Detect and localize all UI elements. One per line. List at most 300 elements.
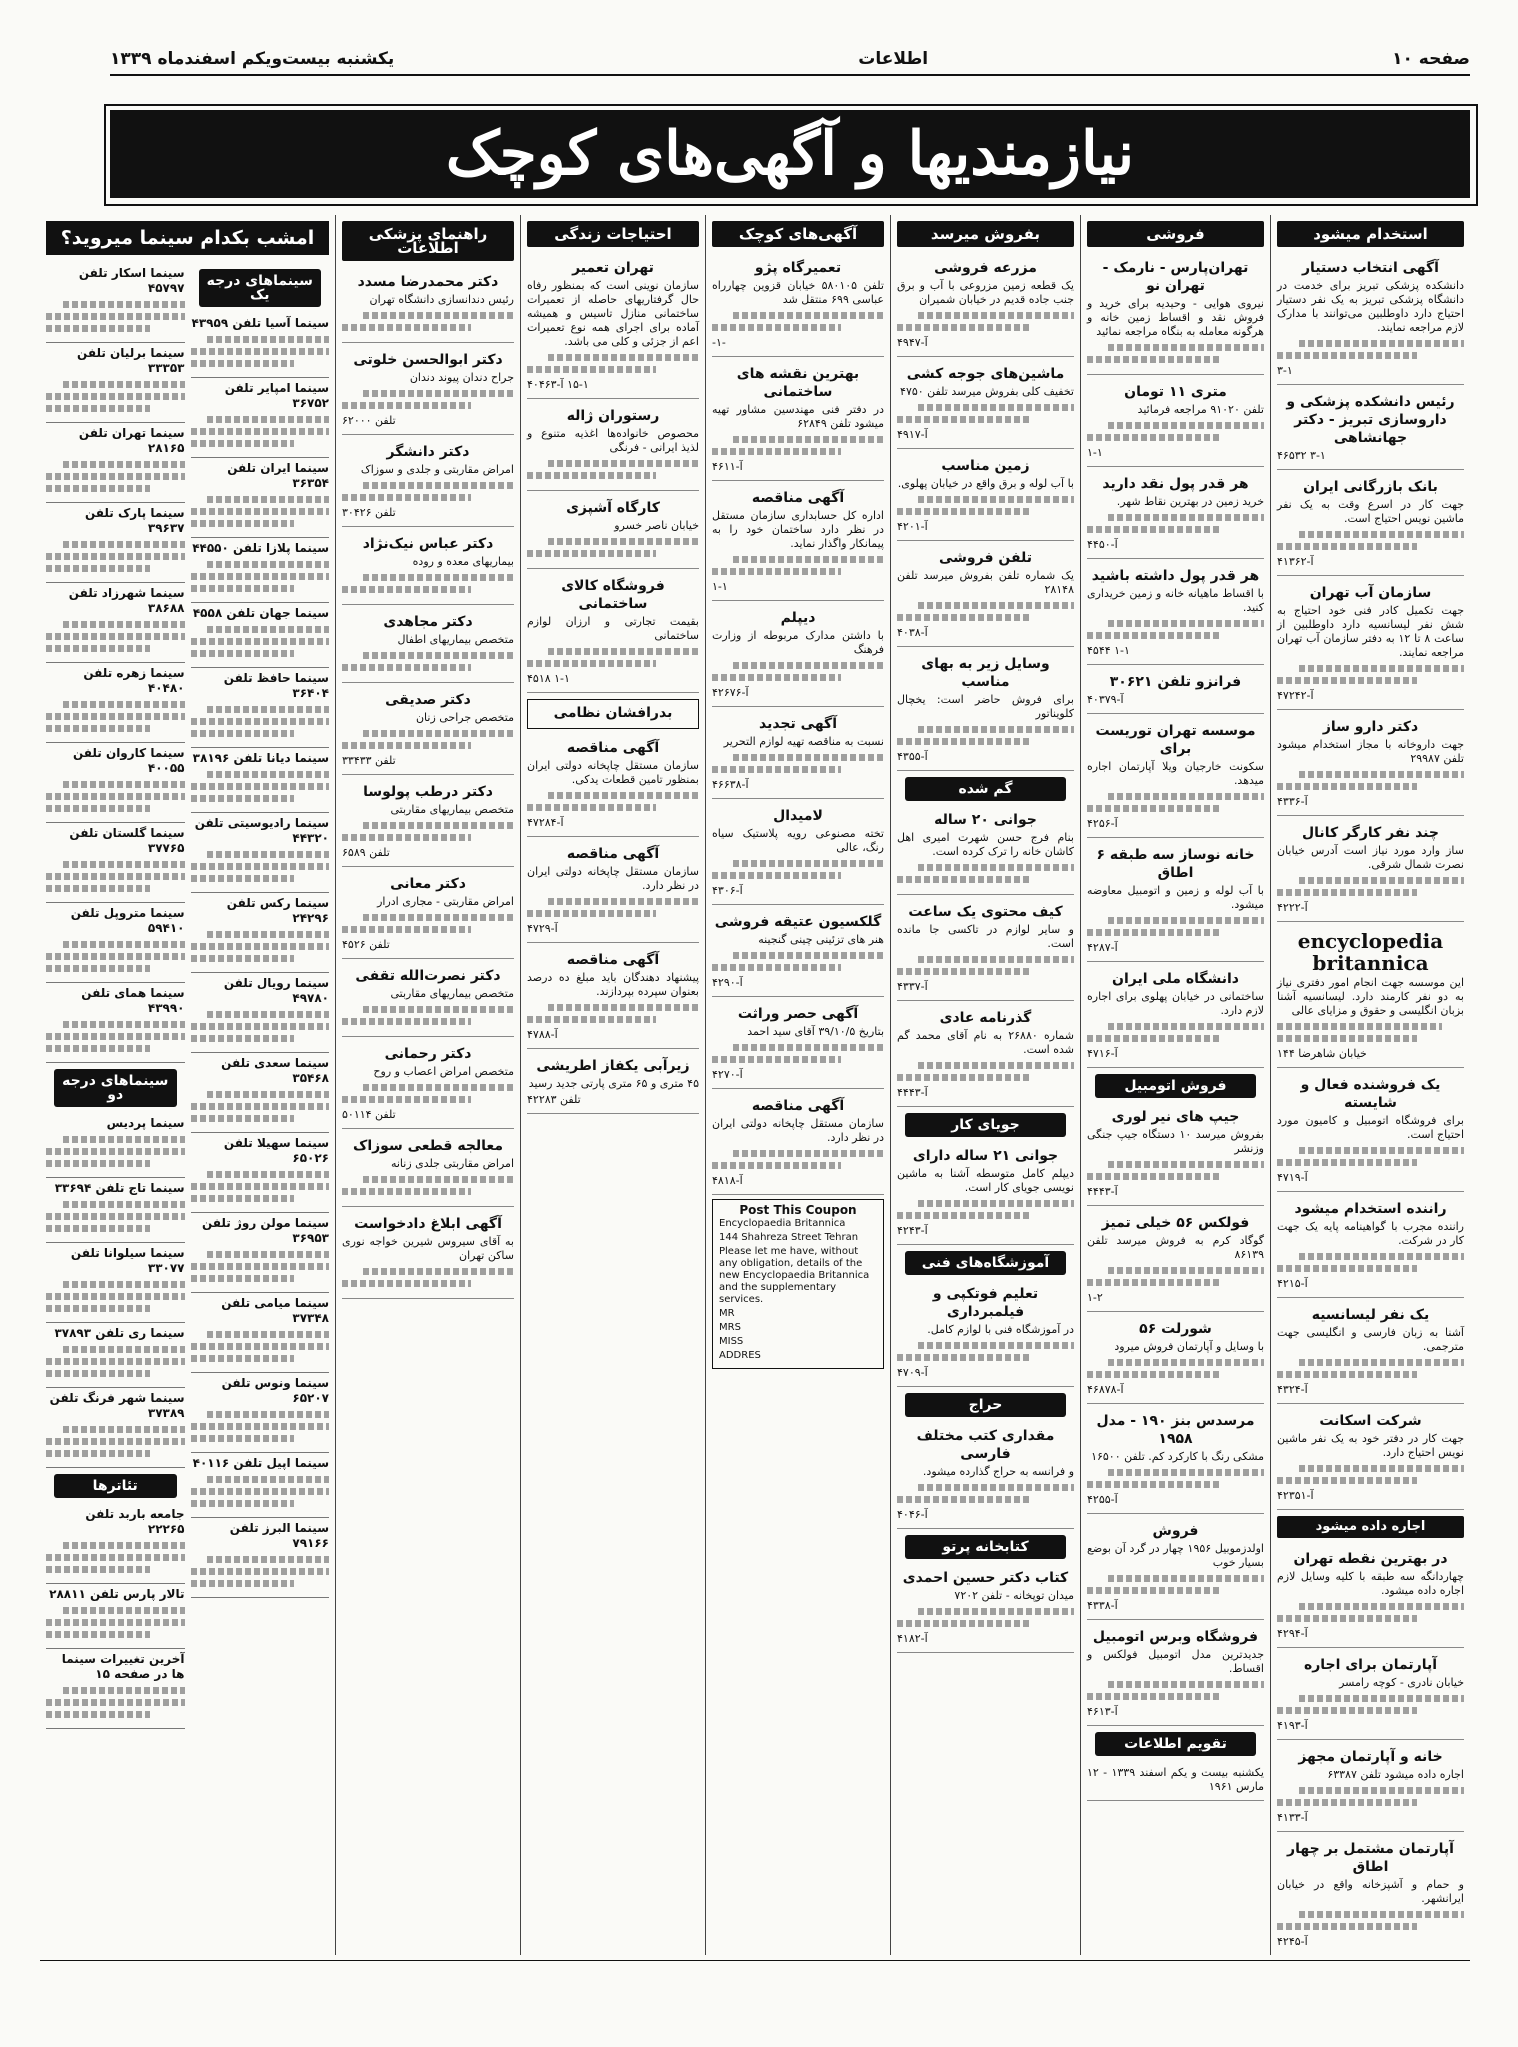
classified-ad — [897, 1423, 1074, 1529]
ad-title: فرانزو تلفن ۳۰۶۲۱ — [1109, 674, 1242, 690]
ad-title: بانک بازرگانی ایران — [1303, 479, 1438, 495]
ad-body: بیماریهای معده و روده — [412, 555, 514, 568]
ad-title: جوانی ۲۱ ساله دارای — [912, 1148, 1059, 1164]
ad-body: متخصص بیماریهای اطفال — [397, 633, 514, 646]
ad-code: آ-۴۳۰۶ — [712, 884, 743, 897]
text-line — [342, 664, 471, 671]
classified-ad — [1087, 1624, 1264, 1726]
text-line — [548, 898, 699, 905]
ad-code: آ-۴۴۵۰ — [1087, 538, 1118, 551]
cinemas-second-class — [46, 263, 185, 1729]
ad-code: ۱-۱ ۴۵۱۸ — [527, 672, 570, 685]
ad-body: چهاردانگه سه طبقه با کلیه وسایل لازم اجاره داده میشود. — [1277, 1570, 1464, 1597]
ad-bottom — [527, 1053, 699, 1114]
text-line — [1087, 1371, 1220, 1378]
listing-text-lines — [191, 931, 330, 962]
text-line — [342, 1096, 471, 1103]
text-line — [527, 1016, 656, 1023]
text-line — [342, 1188, 471, 1195]
classified-ad — [342, 531, 514, 605]
cinema-listing — [191, 1293, 330, 1373]
text-line — [207, 1251, 329, 1258]
text-line — [46, 1566, 150, 1573]
ad-code: آ-۴۶۱۳ — [1087, 1705, 1118, 1718]
text-line — [63, 861, 185, 868]
ad-text-lines — [1087, 793, 1264, 812]
ad-title: فروشگاه وبرس اتومبیل — [1092, 1629, 1259, 1645]
text-line — [918, 864, 1074, 871]
ad-body: سکونت خارجیان ویلا آپارتمان اجاره میدهد. — [1087, 760, 1264, 787]
ad-body: متخصص جراحی زنان — [415, 711, 514, 724]
text-line — [191, 1103, 330, 1110]
ad-text-lines — [1277, 1023, 1464, 1042]
text-line — [918, 602, 1074, 609]
ad-title: گذرنامه عادی — [939, 1010, 1032, 1026]
column-subhead: اجاره داده میشود — [1277, 1516, 1464, 1538]
ad-body: دانشکده پزشکی تبریز برای خدمت در دانشگاه پزشکی تبریز به یک نفر دستیار احتیاج دارد داوطلبین می‌توانند با مدارک لازم مراجعه نمایند. — [1277, 279, 1464, 334]
text-line — [712, 568, 841, 575]
ad-code: آ-۴۷۱۹ — [1277, 1171, 1308, 1184]
ad-title: تعلیم فوتکپی و فیلمبرداری — [932, 1286, 1039, 1320]
text-line — [712, 324, 841, 331]
text-line — [363, 1176, 514, 1183]
text-line — [46, 553, 185, 560]
ad-body: شماره ۲۶۸۸۰ به نام آقای محمد گم شده است. — [897, 1029, 1075, 1056]
text-line — [46, 1148, 185, 1155]
ad-text-lines — [1277, 1603, 1464, 1622]
classified-ad — [1087, 379, 1264, 467]
ad-text-lines — [897, 1342, 1074, 1361]
cinema-listing — [46, 1649, 185, 1729]
ad-text-lines — [897, 726, 1074, 745]
ad-body: جهت داروخانه با مجاز استخدام میشود تلفن ۲۹۹۸۷ — [1277, 738, 1464, 765]
ad-body: بتاریخ ۳۹/۱۰/۵ آقای سید احمد — [747, 1025, 884, 1038]
text-line — [1108, 514, 1264, 521]
text-line — [191, 730, 295, 737]
cinema-name: سینما کاروان تلفن ۴۰۰۵۵ — [72, 746, 185, 775]
ad-code: ۳-۱ — [1277, 364, 1293, 377]
listing-text-lines — [191, 1171, 330, 1202]
listing-text-lines — [46, 1687, 185, 1718]
text-line — [1299, 340, 1464, 347]
ad-text-lines — [1087, 422, 1264, 441]
cinema-name: سینما تهران تلفن ۲۸۱۶۵ — [78, 426, 185, 455]
ad-code: آ-۴۹۴۷ — [897, 336, 928, 349]
text-line — [712, 766, 841, 773]
ad-body: در آموزشگاه فنی با لوازم کامل. — [927, 1323, 1074, 1336]
ad-body: سازمان نوینی است که بمنظور رفاه حال گرفتاریهای حاصله از تعمیرات ساختمانی منازل تاسیس و همیشه آماده برای اجرای همه نوع تعمیرات اعم از جزئی و کلی می باشد. — [527, 279, 699, 348]
ad-code: آ-۴۰۳۸ — [897, 626, 928, 639]
text-line — [46, 1213, 185, 1220]
text-line — [191, 1023, 330, 1030]
ad-body: تلفن ۹۱۰۲۰ مراجعه فرمائید — [1137, 403, 1264, 416]
ad-title: دکتر عباس نیک‌نژاد — [362, 536, 494, 552]
text-line — [63, 941, 185, 948]
text-line — [46, 565, 150, 572]
page-header — [110, 44, 1470, 76]
listing-text-lines — [46, 461, 185, 492]
ad-title: دکتر محمدرضا مسدد — [357, 274, 499, 290]
text-line — [1299, 1695, 1464, 1702]
ad-title: شورلت ۵۶ — [1139, 1321, 1212, 1337]
text-line — [363, 574, 514, 581]
ad-title: بهترین نقشه های ساختمانی — [736, 366, 860, 400]
page-footer-rule — [40, 1960, 1470, 1961]
text-line — [63, 1021, 185, 1028]
cinema-listing — [46, 503, 185, 583]
text-line — [363, 1084, 514, 1091]
classified-ad — [897, 1005, 1074, 1107]
text-line — [207, 1011, 329, 1018]
ad-body: آشنا به زبان فارسی و انگلیسی جهت مترجمی. — [1277, 1326, 1464, 1353]
text-line — [1299, 877, 1464, 884]
boxed-title: بدرافشان نظامی — [553, 705, 673, 721]
text-line — [342, 402, 471, 409]
ad-title: دکتر نصرت‌الله تقفی — [355, 968, 501, 984]
classified-ad — [897, 807, 1074, 895]
listing-text-lines — [191, 1476, 330, 1507]
coupon-line: 144 Shahreza Street Tehran — [719, 1232, 859, 1243]
listing-text-lines — [46, 621, 185, 652]
text-line — [527, 910, 656, 917]
ad-title: آگهی مناقصه — [566, 740, 660, 756]
text-line — [548, 648, 699, 655]
text-line — [191, 428, 330, 435]
ad-title: دیپلم — [780, 610, 816, 626]
text-line — [548, 1004, 699, 1011]
ad-body: به آقای سیروس شیرین خواجه نوری ساکن تهران — [342, 1235, 514, 1262]
classified-ad — [527, 735, 699, 837]
ad-title: لامیدال — [773, 808, 823, 824]
text-line — [46, 1045, 150, 1052]
cinema-name: سینما سهیلا تلفن ۶۵۰۲۶ — [223, 1136, 329, 1165]
classified-ad — [1087, 966, 1264, 1068]
calendar-block — [1087, 1762, 1264, 1801]
text-line — [1108, 1267, 1264, 1274]
column-employment — [1270, 215, 1470, 1955]
ad-body: راننده مجرب با گواهینامه پایه یک جهت کار در شرکت. — [1277, 1220, 1464, 1247]
classified-ad — [1277, 389, 1464, 470]
classified-columns — [40, 215, 1470, 1955]
ad-title: دکتر صدیقی — [385, 692, 471, 708]
text-line — [1277, 1799, 1417, 1806]
listing-text-lines — [46, 541, 185, 572]
classified-ad — [342, 1041, 514, 1129]
ad-body: خیابان ناصر خسرو — [614, 519, 699, 532]
cinema-name: سینما سعدی تلفن ۳۵۴۶۸ — [221, 1056, 329, 1085]
cinema-listing — [191, 1213, 330, 1293]
ad-body: بنام فرج حسن شهرت امیری اهل کاشان خانه را ترک کرده است. — [897, 831, 1074, 858]
ad-text-lines — [342, 574, 514, 593]
ad-code: آ-۴۳۵۵ — [897, 750, 928, 763]
text-line — [191, 1488, 330, 1495]
text-line — [46, 313, 185, 320]
text-line — [363, 390, 514, 397]
text-line — [191, 1263, 330, 1270]
text-line — [46, 885, 150, 892]
ad-text-lines — [1277, 877, 1464, 896]
ad-text-lines — [342, 390, 514, 409]
ad-text-lines — [897, 312, 1074, 331]
ad-code: آ-۴۶۶۳۸ — [712, 778, 749, 791]
ad-title: ماشین‌های جوجه کشی — [906, 366, 1065, 382]
ad-title: خانه نوساز سه طبقه ۶ اطاق — [1096, 847, 1255, 881]
cinema-name: سینما مولن روژ تلفن ۳۶۹۵۳ — [201, 1216, 329, 1245]
text-line — [63, 1201, 185, 1208]
text-line — [191, 585, 295, 592]
classified-ad — [1277, 1652, 1464, 1740]
text-line — [191, 1355, 295, 1362]
text-line — [46, 1305, 150, 1312]
cinema-name: سینما گلستان تلفن ۳۷۷۶۵ — [69, 826, 185, 855]
listing-text-lines — [191, 1331, 330, 1362]
text-line — [46, 645, 150, 652]
ad-code: آ-۴۴۴۳ — [897, 1086, 928, 1099]
listing-text-lines — [191, 771, 330, 802]
coupon-head: Post This Coupon — [739, 1203, 857, 1217]
text-line — [918, 1200, 1074, 1207]
text-line — [1087, 526, 1220, 533]
text-line — [918, 956, 1074, 963]
ad-text-lines — [712, 556, 884, 575]
listing-text-lines — [46, 1136, 185, 1167]
classified-ad — [342, 1211, 514, 1299]
text-line — [342, 1280, 471, 1287]
text-line — [1277, 352, 1417, 359]
text-line — [191, 955, 295, 962]
ad-text-lines — [527, 460, 699, 479]
text-line — [191, 1195, 295, 1202]
ad-title: جوانی ۲۰ ساله — [934, 812, 1037, 828]
ad-text-lines — [1087, 1681, 1264, 1700]
cinema-name: سینما اپیل تلفن ۴۰۱۱۶ — [192, 1456, 329, 1470]
text-line — [207, 1331, 329, 1338]
classified-ad — [712, 1001, 884, 1089]
ad-body: در دفتر فنی مهندسین مشاور تهیه میشود تلفن ۶۲۸۴۹ — [712, 403, 884, 430]
ad-title: متری ۱۱ تومان — [1124, 384, 1227, 400]
ad-body: با آب لوله و برق واقع در خیابان پهلوی. — [897, 477, 1074, 490]
text-line — [527, 472, 656, 479]
text-line — [1087, 1693, 1220, 1700]
text-line — [191, 1035, 295, 1042]
cinema-listing — [191, 1453, 330, 1518]
text-line — [733, 662, 884, 669]
ad-body: امراض مقاربتی - مجاری ادرار — [377, 895, 514, 908]
column-head: امشب بکدام سینما میروید؟ — [46, 221, 329, 255]
ad-text-lines — [712, 860, 884, 879]
ad-title: گلکسیون عتیقه فروشی — [714, 914, 882, 930]
ad-code: آ-۴۲۶۷۶ — [712, 686, 749, 699]
text-line — [1299, 1465, 1464, 1472]
classified-ad — [712, 255, 884, 357]
ad-text-lines — [712, 754, 884, 773]
text-line — [207, 1476, 329, 1483]
listing-text-lines — [191, 1011, 330, 1042]
text-line — [712, 964, 841, 971]
classified-ad — [1087, 1210, 1264, 1312]
text-line — [897, 738, 1030, 745]
text-line — [207, 496, 329, 503]
cinema-listing — [191, 538, 330, 603]
text-line — [1108, 1681, 1264, 1688]
coupon-line: Please let me have, without any obligation, details of the new Encyclopaedia Britannica and the supplementary services. — [719, 1246, 870, 1305]
ad-text-lines — [527, 538, 699, 557]
text-line — [1299, 1603, 1464, 1610]
text-line — [191, 1343, 330, 1350]
ad-body: نسبت به مناقصه تهیه لوازم التحریر — [723, 735, 884, 748]
text-line — [363, 822, 514, 829]
text-line — [1087, 632, 1220, 639]
text-line — [363, 312, 514, 319]
cinema-name: سینما ونوس تلفن ۶۵۲۰۷ — [221, 1376, 329, 1405]
text-line — [207, 416, 329, 423]
text-line — [191, 783, 330, 790]
ad-body: برای فروش حاضر است: یخچال کلویناتور — [897, 693, 1074, 720]
classified-ad — [527, 495, 699, 569]
ad-title: هر قدر پول نقد دارید — [1102, 476, 1249, 492]
classified-ad — [527, 255, 699, 399]
classified-ad — [1087, 1316, 1264, 1404]
text-line — [918, 312, 1074, 319]
text-line — [1087, 1279, 1220, 1286]
ad-text-lines — [712, 436, 884, 455]
cinema-listing — [191, 1133, 330, 1213]
text-line — [191, 650, 295, 657]
ad-title: آگهی انتخاب دستیار — [1302, 260, 1439, 276]
ad-title: یک فروشنده فعال و شایسته — [1300, 1077, 1441, 1111]
coupon-line: MRS — [719, 1322, 741, 1333]
text-line — [1108, 1161, 1264, 1168]
text-line — [1277, 1615, 1417, 1622]
ad-title: سازمان آب تهران — [1309, 585, 1432, 601]
ad-code: آ-۴۶۸۷۸ — [1087, 1383, 1124, 1396]
listing-text-lines — [46, 941, 185, 972]
text-line — [363, 730, 514, 737]
ad-code: آ-۴۳۳۸ — [1087, 1599, 1118, 1612]
ad-body: محصوص خانواده‌ها اغذیه متنوع و لذیذ ایرانی - فرنگی — [527, 427, 699, 454]
ad-body: اداره کل حسابداری سازمان مستقل در نظر دارد ساختمان خود را به پیمانکار واگذار نماید. — [712, 509, 884, 550]
text-line — [1299, 1911, 1464, 1918]
text-line — [1108, 1469, 1264, 1476]
cinema-name: سینما رویال تلفن ۴۹۷۸۰ — [223, 976, 329, 1005]
text-line — [1108, 793, 1264, 800]
ad-title: تهران تعمیر — [572, 260, 654, 276]
ad-code: آ-۴۲۴۳ — [897, 1224, 928, 1237]
text-line — [46, 473, 185, 480]
text-line — [63, 1542, 185, 1549]
ad-code: آ-۴۶۱۱ — [712, 460, 743, 473]
text-line — [918, 1062, 1074, 1069]
ad-text-lines — [527, 898, 699, 917]
text-line — [1277, 1265, 1417, 1272]
ad-code: آ-۴۲۰۱ — [897, 520, 928, 533]
text-line — [527, 550, 656, 557]
text-line — [527, 804, 656, 811]
ad-title: دکتر درطب پولوسا — [363, 784, 493, 800]
text-line — [63, 1346, 185, 1353]
text-line — [527, 660, 656, 667]
ad-code: آ-۴۰۴۶ — [897, 1508, 928, 1521]
ad-text-lines — [1277, 1147, 1464, 1166]
coupon-line: ADDRES — [719, 1350, 761, 1361]
text-line — [1087, 434, 1220, 441]
text-line — [918, 496, 1074, 503]
ad-code: آ-۴۳۳۶ — [1277, 795, 1308, 808]
classified-ad — [1277, 714, 1464, 816]
ad-body: و حمام و آشپزخانه واقع در خیابان ایرانشهر. — [1277, 1878, 1464, 1905]
text-line — [918, 726, 1074, 733]
text-line — [1108, 917, 1264, 924]
ad-title: رئیس دانشکده پزشکی و داروسازی تبریز - دکتر جهانشاهی — [1286, 394, 1455, 446]
text-line — [918, 404, 1074, 411]
ad-code: -۱- — [712, 336, 726, 349]
cinema-name: سینما شهرزاد تلفن ۳۸۶۸۸ — [68, 586, 185, 615]
classified-ad — [897, 1565, 1074, 1653]
text-line — [207, 706, 329, 713]
ad-code: آ-۴۷۲۹ — [527, 922, 558, 935]
ad-body: سازمان مستقل چاپخانه دولتی ایران بمنظور تامین قطعات یدکی. — [527, 759, 699, 786]
classified-ad — [897, 1143, 1074, 1245]
column-cinemas — [40, 215, 335, 1955]
ad-text-lines — [342, 1268, 514, 1287]
ad-title: آگهی مناقصه — [566, 952, 660, 968]
ad-code: ۱۵-۱ آ-۴۰۴۶۳ — [527, 378, 589, 391]
classified-ad — [342, 439, 514, 527]
text-line — [191, 943, 330, 950]
ad-code: آ-۴۳۳۷ — [897, 980, 928, 993]
coupon-line: Encyclopaedia Britannica — [719, 1218, 846, 1229]
ad-body: مشکی رنگ با کارکرد کم. تلفن ۱۶۵۰۰ — [1091, 1450, 1264, 1463]
text-line — [1277, 1371, 1417, 1378]
column-subhead: سینماهای درجه دو — [54, 1069, 177, 1107]
text-line — [46, 1619, 185, 1626]
ad-text-lines — [897, 864, 1074, 883]
ad-body: اولدزموبیل ۱۹۵۶ چهار در گرد آن بوضع بسیار خوب — [1087, 1542, 1264, 1569]
text-line — [207, 1171, 329, 1178]
column-head: آگهی‌های کوچک — [712, 221, 884, 247]
classified-ad — [1087, 842, 1264, 962]
text-line — [712, 448, 841, 455]
ad-body: سازمان مستقل چاپخانه دولتی ایران در نظر دارد. — [712, 1117, 884, 1144]
ad-code: تلفن ۳۳۴۳۳ — [342, 754, 396, 767]
text-line — [897, 614, 1030, 621]
ad-text-lines — [342, 652, 514, 671]
ad-title: چند نفر کارگر کانال — [1302, 825, 1439, 841]
cinema-listing — [191, 378, 330, 458]
ad-code: ۱-۱ — [1087, 446, 1103, 459]
ad-body: با آب لوله و زمین و اتومبیل معاوضه میشود. — [1087, 884, 1264, 911]
text-line — [1108, 422, 1264, 429]
text-line — [1087, 356, 1220, 363]
text-line — [191, 520, 295, 527]
column-subhead: کتابخانه پرتو — [905, 1535, 1066, 1559]
text-line — [207, 851, 329, 858]
text-line — [63, 621, 185, 628]
classified-ad — [527, 573, 699, 693]
ad-body: جهت تکمیل کادر فنی خود احتیاج به شش نفر لیسانسیه دارد داوطلبین از ساعت ۸ تا ۱۲ به دفتر سازمان آب تهران مراجعه نمایند. — [1277, 604, 1465, 659]
column-subhead: حراج — [905, 1393, 1066, 1417]
column-sold — [890, 215, 1080, 1955]
text-line — [897, 508, 1030, 515]
text-line — [527, 366, 656, 373]
ad-body: متخصص بیماریهای مقاربتی — [390, 803, 514, 816]
ad-code: آ-۴۰۳۷۹ — [1087, 693, 1124, 706]
cinema-listing — [191, 748, 330, 813]
text-line — [918, 1484, 1074, 1491]
listing-text-lines — [191, 561, 330, 592]
listing-text-lines — [46, 861, 185, 892]
cinema-listing — [46, 583, 185, 663]
